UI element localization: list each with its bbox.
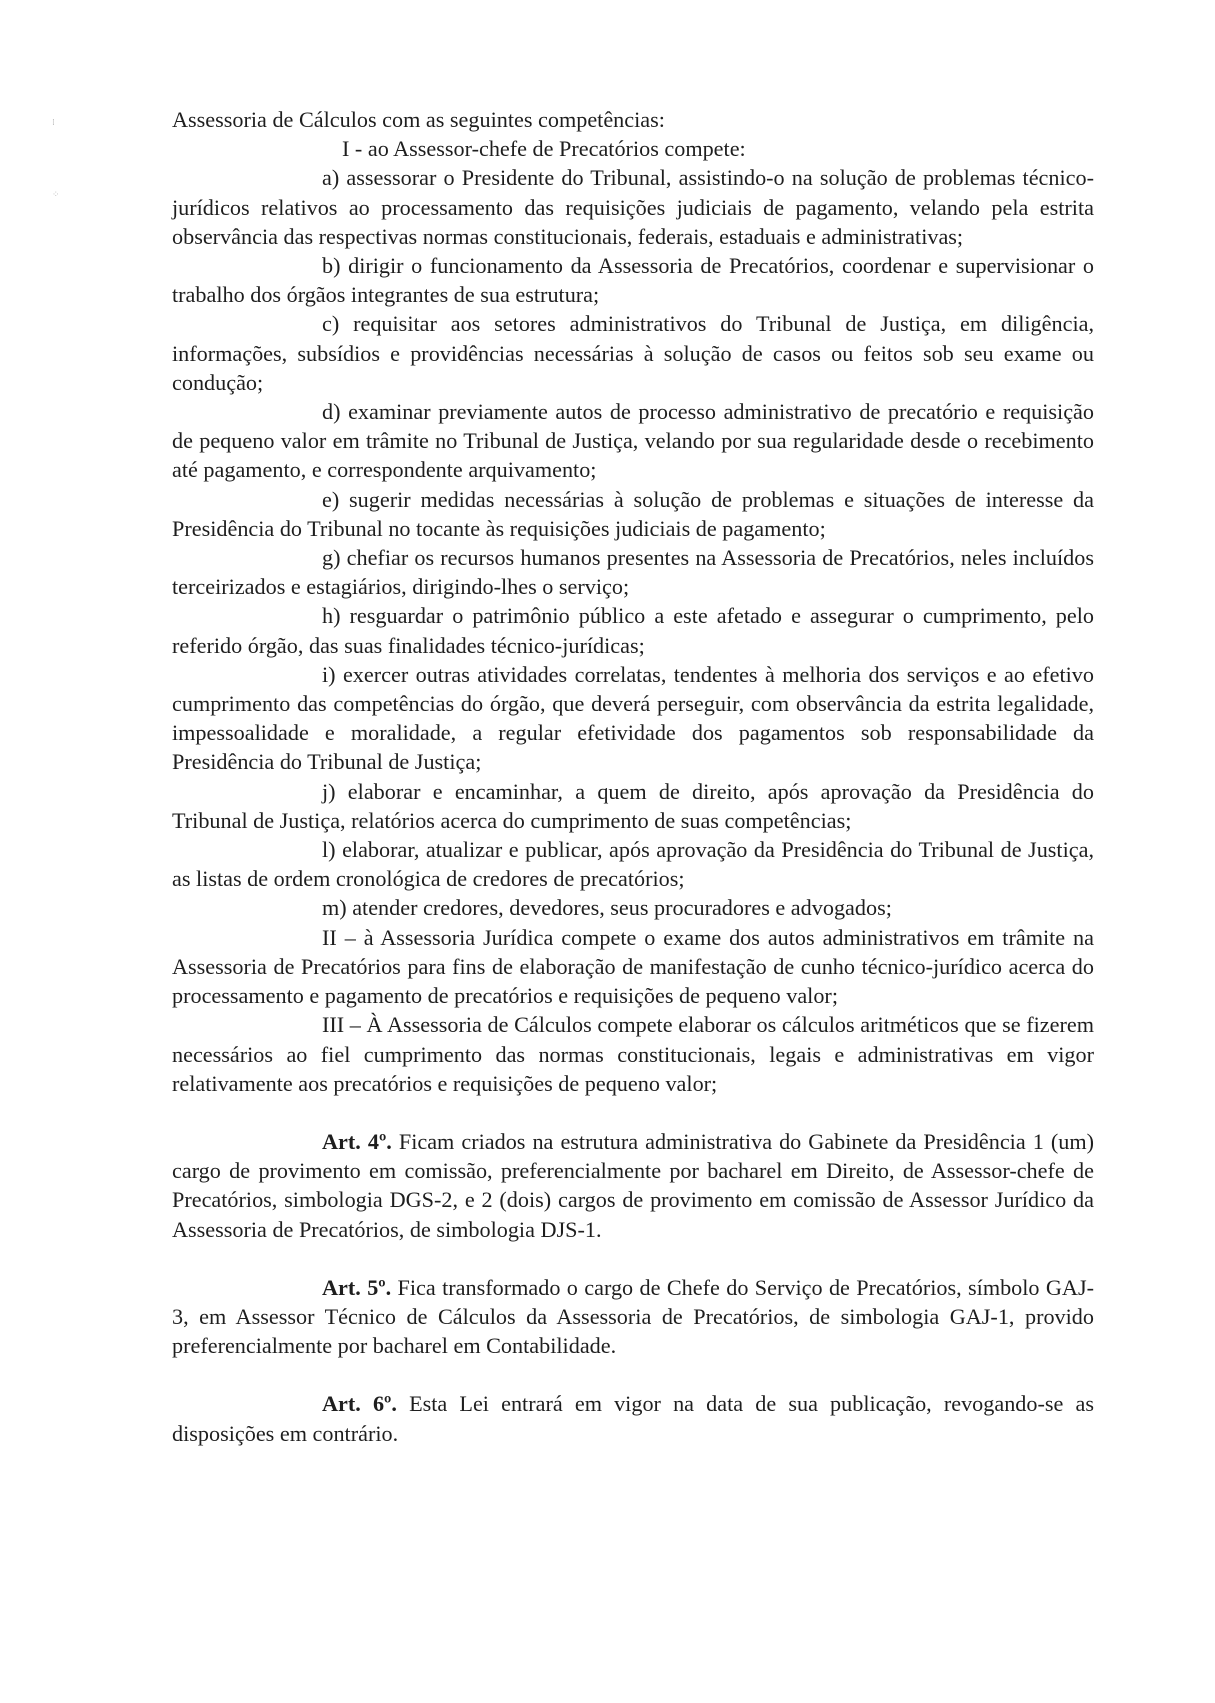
item-I-e: e) sugerir medidas necessárias à solução de problemas e situações de interesse da Presidência do Tribunal no tocante às requisições judiciais de pagamento; bbox=[172, 486, 1094, 541]
intro-line: Assessoria de Cálculos com as seguintes competências: bbox=[172, 107, 665, 132]
item-III: III – À Assessoria de Cálculos compete elaborar os cálculos aritméticos que se fizerem necessários ao fiel cumprimento das normas constitucionais, legais e administrativas em vigor relativamente aos precatórios e requisições de pequeno valor; bbox=[172, 1012, 1094, 1096]
article-6 bbox=[172, 1389, 1094, 1447]
item-I-b: b) dirigir o funcionamento da Assessoria de Precatórios, coordenar e supervisionar o trabalho dos órgãos integrantes de sua estrutura; bbox=[172, 253, 1094, 308]
item-I-h: h) resguardar o patrimônio público a este afetado e assegurar o cumprimento, pelo referido órgão, das suas finalidades técnico-jurídicas; bbox=[172, 603, 1094, 658]
paragraph-gap bbox=[172, 1098, 1094, 1127]
scan-artifact-mark: ⁘ bbox=[52, 190, 60, 200]
article-5-text: Fica transformado o cargo de Chefe do Serviço de Precatórios, símbolo GAJ-3, em Assessor Técnico de Cálculos da Assessoria de Precatórios, de simbologia GAJ-1, provido preferencialmente por bacharel em Contabilidade. bbox=[172, 1274, 1094, 1359]
article-5 bbox=[172, 1273, 1094, 1361]
item-I-c: c) requisitar aos setores administrativos do Tribunal de Justiça, em diligência, informações, subsídios e providências necessárias à solução de casos ou feitos sob seu exame ou condução; bbox=[172, 311, 1094, 395]
item-I-heading: I - ao Assessor-chefe de Precatórios compete: bbox=[342, 136, 746, 162]
item-I-d: d) examinar previamente autos de processo administrativo de precatório e requisição de pequeno valor em trâmite no Tribunal de Justiça, velando por sua regularidade desde o recebimento até pagamento, e correspondente arquivamento; bbox=[172, 399, 1094, 483]
item-II: II – à Assessoria Jurídica compete o exame dos autos administrativos em trâmite na Assessoria de Precatórios para fins de elaboração de manifestação de cunho técnico-jurídico acerca do processamento e pagamento de precatórios e requisições de pequeno valor; bbox=[172, 924, 1094, 1009]
item-I-j: j) elaborar e encaminhar, a quem de direito, após aprovação da Presidência do Tribunal de Justiça, relatórios acerca do cumprimento de suas competências; bbox=[172, 778, 1094, 833]
scan-artifact-mark: ⁞ bbox=[52, 118, 55, 128]
article-6-text: Esta Lei entrará em vigor na data de sua publicação, revogando-se as disposições em contrário. bbox=[172, 1391, 1094, 1446]
document-page bbox=[172, 105, 1094, 1448]
article-4 bbox=[172, 1127, 1094, 1244]
article-5-label: Art. 5º. bbox=[322, 1274, 392, 1300]
paragraph-gap bbox=[172, 1360, 1094, 1389]
article-4-label: Art. 4º. bbox=[322, 1128, 392, 1154]
item-I-l: l) elaborar, atualizar e publicar, após aprovação da Presidência do Tribunal de Justiça, as listas de ordem cronológica de credores de precatórios; bbox=[172, 837, 1094, 892]
item-I-g: g) chefiar os recursos humanos presentes na Assessoria de Precatórios, neles incluídos terceirizados e estagiários, dirigindo-lhes o serviço; bbox=[172, 545, 1094, 600]
item-I-m: m) atender credores, devedores, seus procuradores e advogados; bbox=[322, 895, 892, 921]
item-I-i: i) exercer outras atividades correlatas, tendentes à melhoria dos serviços e ao efetivo cumprimento das competências do órgão, que deverá perseguir, com observância da estrita legalidade, impessoalidade e moralidade, a regular efetividade dos pagamentos sob responsabilidade da Presidência do Tribunal de Justiça; bbox=[172, 661, 1094, 775]
item-I-a: a) assessorar o Presidente do Tribunal, assistindo-o na solução de problemas técnico-jurídicos relativos ao processamento das requisições judiciais de pagamento, velando pela estrita observância das respectivas normas constitucionais, federais, estaduais e administrativas; bbox=[172, 165, 1094, 249]
paragraph-gap bbox=[172, 1244, 1094, 1273]
article-6-label: Art. 6º. bbox=[322, 1391, 397, 1417]
article-4-text: Ficam criados na estrutura administrativa do Gabinete da Presidência 1 (um) cargo de provimento em comissão, preferencialmente por bacharel em Direito, de Assessor-chefe de Precatórios, simbologia DGS-2, e 2 (dois) cargos de provimento em comissão de Assessor Jurídico da Assessoria de Precatórios, de simbologia DJS-1. bbox=[172, 1128, 1094, 1242]
